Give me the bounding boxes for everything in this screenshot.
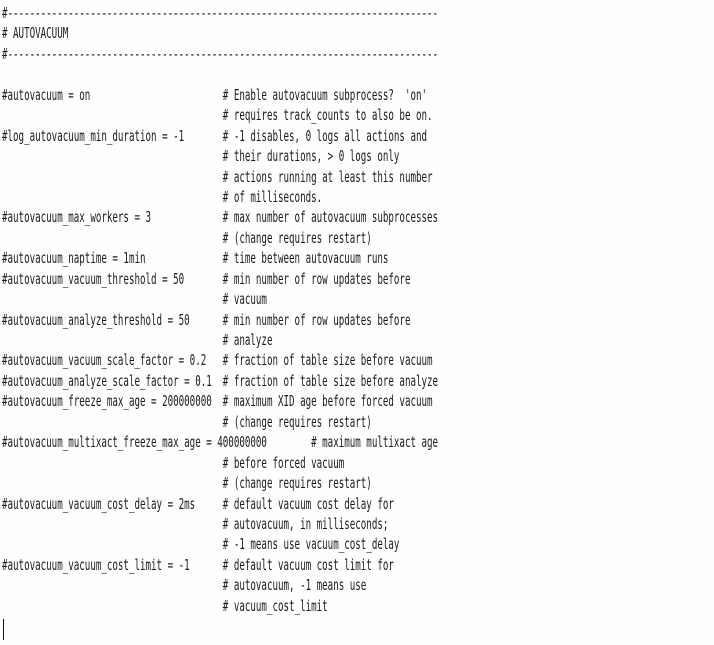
config-line: # vacuum [2, 290, 267, 309]
config-line: # -1 means use vacuum_cost_delay [2, 535, 400, 554]
config-line: #autovacuum_multixact_freeze_max_age = 400000000 # maximum multixact age [2, 433, 439, 452]
config-line [2, 64, 433, 84]
config-line: #autovacuum_vacuum_threshold = 50 # min number of row updates before [2, 269, 411, 288]
config-line: # of milliseconds. [2, 187, 323, 206]
config-line: # autovacuum, -1 means use [2, 576, 367, 595]
config-line: #autovacuum_freeze_max_age = 200000000 # maximum XID age before forced vacuum [2, 392, 433, 411]
config-line: # requires track_counts to also be on. [2, 106, 433, 125]
config-line: #autovacuum_analyze_scale_factor = 0.1 # fraction of table size before analyze [2, 371, 439, 390]
config-line: #autovacuum_vacuum_cost_limit = -1 # default vacuum cost limit for [2, 555, 394, 574]
text-caret [3, 619, 4, 640]
config-line: #autovacuum_analyze_threshold = 50 # min number of row updates before [2, 310, 411, 329]
config-line: #autovacuum = on # Enable autovacuum subprocess? 'on' [2, 85, 428, 104]
config-line: # analyze [2, 331, 273, 349]
config-text-body[interactable] [2, 3, 714, 637]
config-line [2, 616, 433, 636]
config-line: #------------------------------------------------------------------------------ [2, 44, 439, 63]
config-line: #------------------------------------------------------------------------------ [2, 4, 439, 22]
config-line: #autovacuum_naptime = 1min # time between autovacuum runs [2, 249, 389, 268]
config-line: #autovacuum_vacuum_scale_factor = 0.2 # fraction of table size before vacuum [2, 351, 433, 370]
config-line: # (change requires restart) [2, 412, 372, 431]
config-line: # (change requires restart) [2, 228, 372, 247]
config-line: # their durations, > 0 logs only [2, 147, 400, 166]
config-line: #autovacuum_vacuum_cost_delay = 2ms # default vacuum cost delay for [2, 494, 394, 513]
config-line: # before forced vacuum [2, 453, 345, 472]
config-line: # actions running at least this number [2, 167, 433, 186]
config-line: # autovacuum, in milliseconds; [2, 514, 389, 533]
config-line: # AUTOVACUUM [2, 24, 69, 43]
config-line: # vacuum_cost_limit [2, 596, 328, 615]
config-line: #autovacuum_max_workers = 3 # max number of autovacuum subprocesses [2, 208, 439, 227]
config-line: #log_autovacuum_min_duration = -1 # -1 disables, 0 logs all actions and [2, 126, 428, 145]
config-line: # (change requires restart) [2, 474, 372, 493]
